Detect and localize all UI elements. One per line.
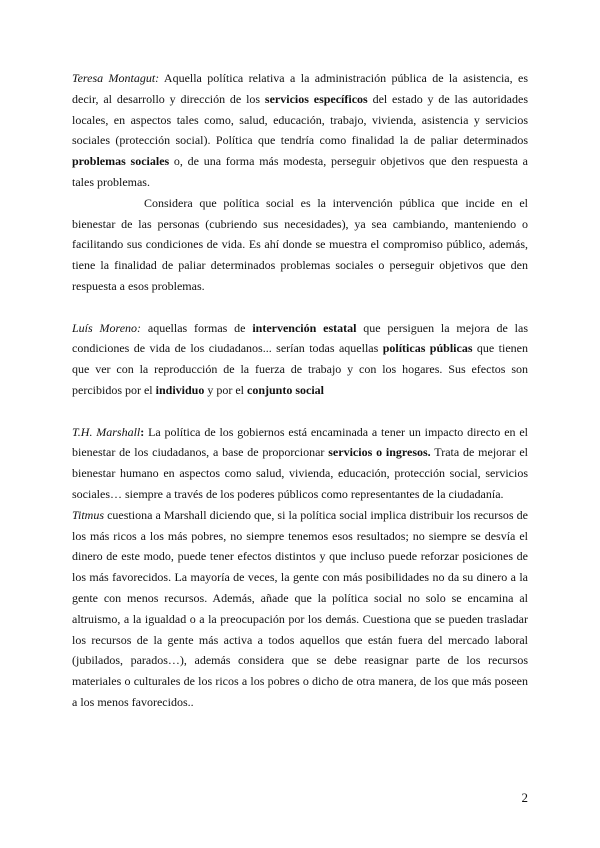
author-marshall: T.H. Marshall [72,424,141,439]
page-number: 2 [521,790,528,805]
bold-text: políticas públicas [382,341,473,356]
bold-text: intervención estatal [252,320,357,335]
text: Aquella política relativa a la administración pública de la asistencia, es decir, al desarrollo y dirección de los [72,71,528,106]
paragraph-moreno [72,318,528,401]
text: aquellas formas de [141,320,253,335]
paragraph-titmus [72,505,528,713]
document-page [72,68,528,713]
text: que tienen que ver con la reproducción de la fuerza de trabajo y con los hogares. Sus efectos son percibidos por el [72,341,528,397]
text: La política de los gobiernos está encaminada a tener un impacto directo en el bienestar de los ciudadanos, a base de proporcionar [72,424,529,460]
author-montagut: Teresa Montagut: [72,71,160,85]
bold-text: individuo [155,382,205,397]
text: o, de una forma más modesta, perseguir objetivos que den respuesta a tales problemas. [72,154,528,189]
bold-text: problemas sociales [72,154,170,169]
paragraph-consideration: Considera que política social es la intervención pública que incide en el bienestar de las personas (cubriendo sus necesidades), ya sea cambiando, manteniendo o facilitando sus condiciones de vida. Es ahí donde se muestra el compromiso público, además, tiene la finalidad de paliar determinados problemas sociales o perseguir objetivos que den respuesta a esos problemas. [72,195,528,293]
bold-text: servicios o ingresos. [328,445,431,460]
author-moreno: Luís Moreno: [72,320,142,335]
spacer [72,401,528,422]
text: que persiguen la mejora de las condiciones de vida de los ciudadanos... serían todas aquellas [72,320,528,356]
text: cuestiona a Marshall diciendo que, si la política social implica distribuir los recursos de los más ricos a los más pobres, no siempre tenemos esos resultados; no siempre se desvía el dinero de este modo, puede tener efectos distintos y que incluso puede reforzar posiciones de los más favorecidos. La mayoría de veces, la gente con más posibilidades no da su dinero a la gente con menos recursos. Además, añade que la política social no solo se encamina al altruismo, a la igualdad o a la preocupación por los demás. Cuestiona que se pueden trasladar los recursos de la gente más activa a todos aquellos que están fuera del mercado laboral (jubilados, parados…), además considera que se debe reasignar parte de los recursos materiales o culturales de los ricos a los pobres o dicho de otra manera, de los que más poseen a los menos favorecidos.. [72,507,528,709]
text: del estado y de las autoridades locales, en aspectos tales como, salud, educación, trabajo, vivienda, asistencia y servicios sociales (protección social). Política que tendría como finalidad la de paliar determinados [72,91,528,148]
paragraph-marshall [72,422,528,505]
spacer [72,297,528,318]
paragraph-montagut [72,68,528,193]
text: Trata de mejorar el bienestar humano en aspectos como salud, vivienda, educación, protección social, servicios sociales… siempre a través de los poderes públicos como representantes de la ciudadanía. [72,445,528,501]
text: y por el [204,382,248,397]
bold-text: servicios específicos [264,91,368,106]
bold-text: : [140,424,145,439]
author-titmus: Titmus [72,507,105,522]
bold-text: conjunto social [247,382,325,397]
